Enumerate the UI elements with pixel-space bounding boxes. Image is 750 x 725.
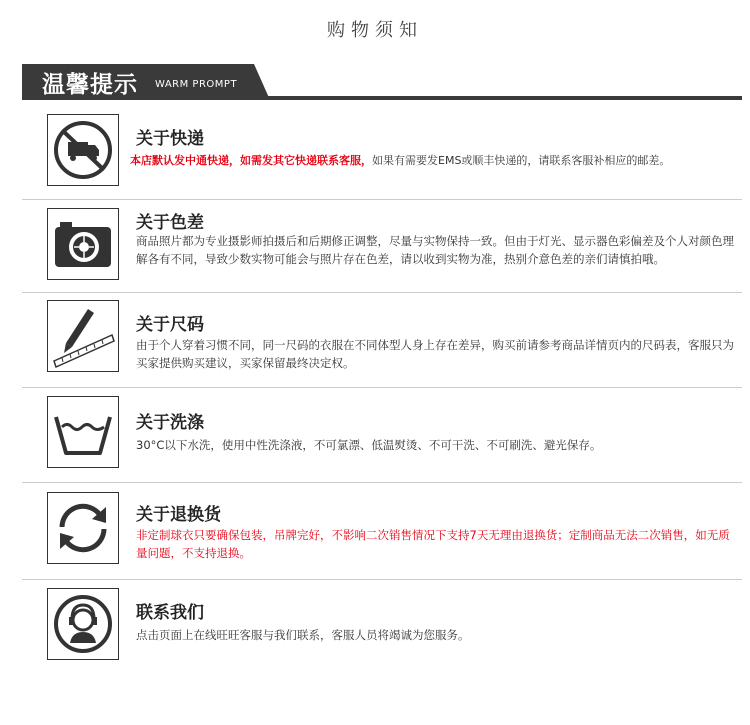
section-washing xyxy=(22,392,742,480)
divider xyxy=(22,387,742,388)
banner-title: 温馨提示 xyxy=(42,72,138,98)
exchange-arrows-icon xyxy=(47,492,119,564)
section-text: 30°C以下水洗，使用中性洗涤液，不可氯漂、低温熨烫、不可干洗、不可刷洗、避光保存。 xyxy=(136,438,602,452)
section-text: 由于个人穿着习惯不同，同一尺码的衣服在不同体型人身上存在差异，购买前请参考商品详情页内的尺码表，客服只为买家提供购买建议，买家保留最终决定权。 xyxy=(136,338,734,370)
ruler-pen-icon xyxy=(47,300,119,372)
section-title: 关于色差 xyxy=(136,213,204,233)
truck-icon xyxy=(47,114,119,186)
banner-subtitle: WARM PROMPT xyxy=(155,79,238,90)
section-title: 联系我们 xyxy=(136,603,204,623)
highlight-text: 本店默认发中通快递，如需发其它快递联系客服， xyxy=(130,154,372,167)
section-text: 非定制球衣只要确保包装，吊牌完好，不影响二次销售情况下支持7天无理由退换货；定制商品无法二次销售，如无质量问题，不支持退换。 xyxy=(136,528,730,560)
section-text: 商品照片都为专业摄影师拍摄后和后期修正调整，尽量与实物保持一致。但由于灯光、显示器色彩偏差及个人对颜色理解各有不同，导致少数实物可能会与照片存在色差，请以收到实物为准，热别介意色差的亲们请慎拍哦。 xyxy=(136,234,734,266)
warm-prompt-banner xyxy=(22,64,742,100)
section-title: 关于快递 xyxy=(136,129,204,149)
section-title: 关于退换货 xyxy=(136,505,221,525)
section-color xyxy=(22,202,742,290)
section-size xyxy=(22,296,742,386)
section-text: 点击页面上在线旺旺客服与我们联系，客服人员将竭诚为您服务。 xyxy=(136,628,470,642)
normal-text: 如果有需要发EMS或顺丰快递的，请联系客服补相应的邮差。 xyxy=(372,154,671,167)
camera-icon xyxy=(47,208,119,280)
section-returns xyxy=(22,488,742,578)
divider xyxy=(22,579,742,580)
customer-service-icon xyxy=(47,588,119,660)
section-title: 关于洗涤 xyxy=(136,413,204,433)
divider xyxy=(22,199,742,200)
divider xyxy=(22,482,742,483)
divider xyxy=(22,292,742,293)
section-express xyxy=(22,110,742,198)
wash-basin-icon xyxy=(47,396,119,468)
section-contact xyxy=(22,584,742,674)
page-title: 购物须知 xyxy=(327,20,423,41)
section-text xyxy=(130,152,750,170)
section-title: 关于尺码 xyxy=(136,315,204,335)
